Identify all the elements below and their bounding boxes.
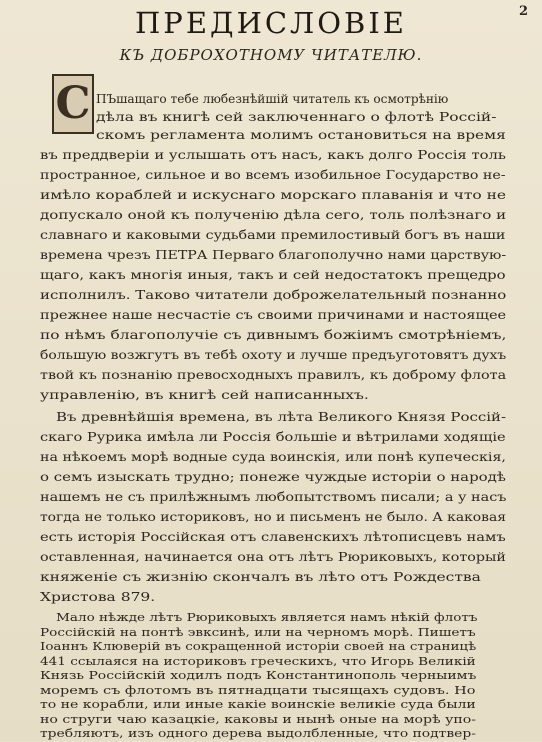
text-line: управленію, въ книгѣ сей написанныхъ. — [40, 387, 369, 402]
text-line: славнаго и каковыми судьбами премилостивый богъ въ наши — [40, 227, 506, 242]
text-line: Князь Россійскій ходилъ подъ Константинополь черныимъ — [40, 668, 477, 682]
text-line: Христова 879. — [40, 589, 156, 604]
text-line: имѣло кораблей и искуснаго морскаго плаванія и что не — [40, 187, 507, 202]
page-title: ПРЕДИСЛОВІЕ — [135, 6, 407, 40]
text-line: но струги чаю казацкіе, каковы и нынѣ оные на морѣ упо- — [40, 711, 477, 726]
text-line: въ преддверіи и услышать отъ насъ, какъ долго Россія толь — [40, 147, 506, 162]
text-line: по нѣмъ благополучіе съ дивнымъ божіимъ смотрѣніемъ, — [40, 327, 507, 342]
text-line: твой къ познанію превосходныхъ правилъ, къ доброму флота — [40, 367, 507, 382]
text-line: дѣла въ книгѣ сей заключеннаго о флотѣ Россій- — [96, 109, 497, 124]
text-line: щаго, какъ многія иныя, такъ и сей недостатокъ прещедро — [40, 267, 506, 282]
text-line: моремъ съ флотомъ въ пятнадцати тысящахъ судовъ. Но — [40, 682, 476, 697]
text-line: прежнее наше несчастіе съ своими причинами и настоящее — [40, 307, 507, 322]
text-line: оставленная, начинается она отъ лѣтъ Рюриковыхъ, который — [40, 549, 506, 564]
text-line: Мало нѣжде лѣтъ Рюриковыхъ является намъ нѣкій флотъ — [56, 610, 478, 624]
text-line: княженіе съ жизнію скончалъ въ лѣто отъ Рождества — [40, 569, 481, 584]
text-line: ПЪшащаго тебе любезнѣйшій читатель къ осмотрѣнію — [96, 91, 449, 106]
page-subtitle: КЪ ДОБРОХОТНОМУ ЧИТАТЕЛЮ. — [119, 46, 423, 64]
text-line: нашемъ не съ прилѣжнымъ любопытствомъ писали; а у насъ — [40, 489, 507, 504]
text-line: Россійскій на понтѣ эвксинѣ, или на черномъ морѣ. Пишетъ — [40, 624, 476, 639]
text-line: допускало оной къ полученію дѣла сего, толь полѣзнаго и — [40, 207, 507, 222]
text-line: скомъ регламента молимъ остановиться на время — [96, 127, 506, 142]
text-line: на нѣкоемъ морѣ водные суда воинскія, или понѣ купеческія, — [40, 449, 506, 464]
text-line: Въ древнѣйшія времена, въ лѣта Великого Князя Россій- — [56, 409, 507, 424]
text-line: 441 ссылаяся на историковъ греческихъ, что Игорь Великій — [40, 653, 476, 668]
text-line: скаго Рурика имѣла ли Россія большіе и вѣтрилами ходящіе — [40, 429, 506, 444]
text-line: требляютъ, изъ одного дерева выдолбленные, что подтвер- — [40, 726, 476, 740]
text-line: о семъ изыскать трудно; понеже чуждые исторіи о народѣ — [40, 469, 506, 484]
text-line: большую возжгутъ въ тебѣ охоту и лучше предъуготовятъ духъ — [40, 347, 507, 362]
text-line: исполнилъ. Таково читатели доброжелательный познанно — [40, 287, 507, 302]
text-line: есть исторія Россійская отъ славенскихъ лѣтописцевъ намъ — [40, 529, 506, 544]
drop-cap-ornament: С — [52, 74, 94, 134]
text-line: тогда не только историковъ, но и письменъ не было. А каковая — [40, 509, 507, 524]
text-line: пространное, сильное и во всемъ изобильное Государство не- — [40, 167, 506, 182]
page-number: 2 — [518, 4, 528, 19]
text-line: времена чрезъ ПЕТРА Перваго благополучно нами царствую- — [40, 247, 507, 262]
text-line: Іоаннъ Клюверій въ сокращенной исторіи своей на страницѣ — [40, 639, 477, 653]
text-line: то не корабли, или иные какіе воинскіе великіе суда были — [40, 697, 476, 711]
